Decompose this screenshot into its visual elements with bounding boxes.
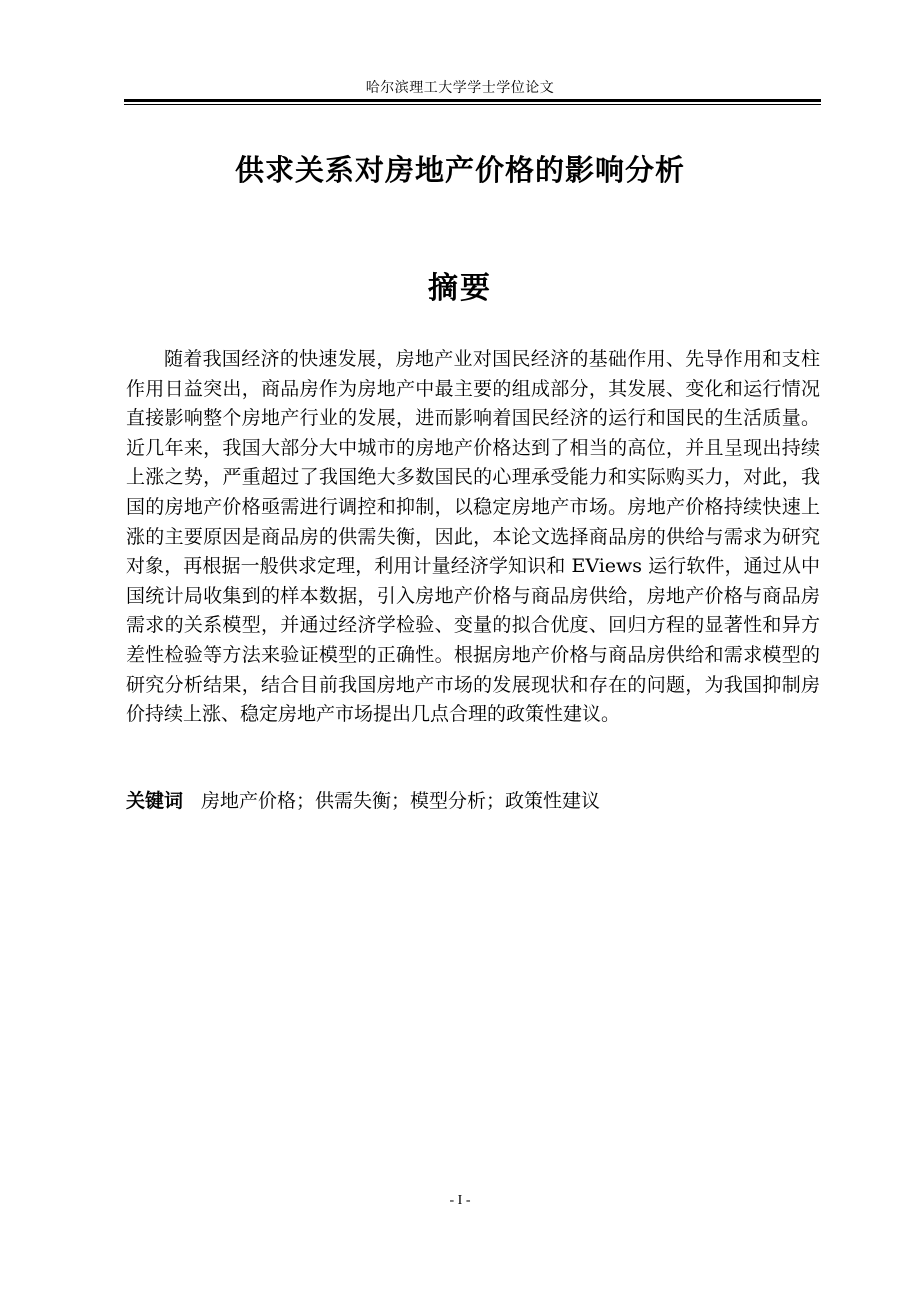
running-header: 哈尔滨理工大学学士学位论文 <box>365 80 555 96</box>
abstract-heading: 摘要 <box>428 271 492 306</box>
keywords-label: 关键词 <box>126 790 184 812</box>
keywords-text: 房地产价格；供需失衡；模型分析；政策性建议 <box>201 790 601 812</box>
header-rule-thick <box>124 99 821 102</box>
abstract-body: 随着我国经济的快速发展，房地产业对国民经济的基础作用、先导作用和支柱作用日益突出，商品房作为房地产中最主要的组成部分，其发展、变化和运行情况直接影响整个房地产行业的发展，进而影响着国民经济的运行和国民的生活质量。近几年来，我国大部分大中城市的房地产价格达到了相当的高位，并且呈现出持续上涨之势，严重超过了我国绝大多数国民的心理承受能力和实际购买力，对此，我国的房地产价格亟需进行调控和抑制，以稳定房地产市场。房地产价格持续快速上涨的主要原因是商品房的供需失衡，因此，本论文选择商品房的供给与需求为研究对象，再根据一般供求定理，利用计量经济学知识和 EViews 运行软件，通过从中国统计局收集到的样本数据，引入房地产价格与商品房供给，房地产价格与商品房需求的关系模型，并通过经济学检验、变量的拟合优度、回归方程的显著性和异方差性检验等方法来验证模型的正确性。根据房地产价格与商品房供给和需求模型的研究分析结果，结合目前我国房地产市场的发展现状和存在的问题，为我国抑制房价持续上涨、稳定房地产市场提出几点合理的政策性建议。 <box>126 348 820 726</box>
document-title: 供求关系对房地产价格的影响分析 <box>234 153 685 187</box>
page-number: - I - <box>449 1193 471 1208</box>
header-rule-thin <box>124 104 821 105</box>
keywords-line <box>126 787 820 816</box>
